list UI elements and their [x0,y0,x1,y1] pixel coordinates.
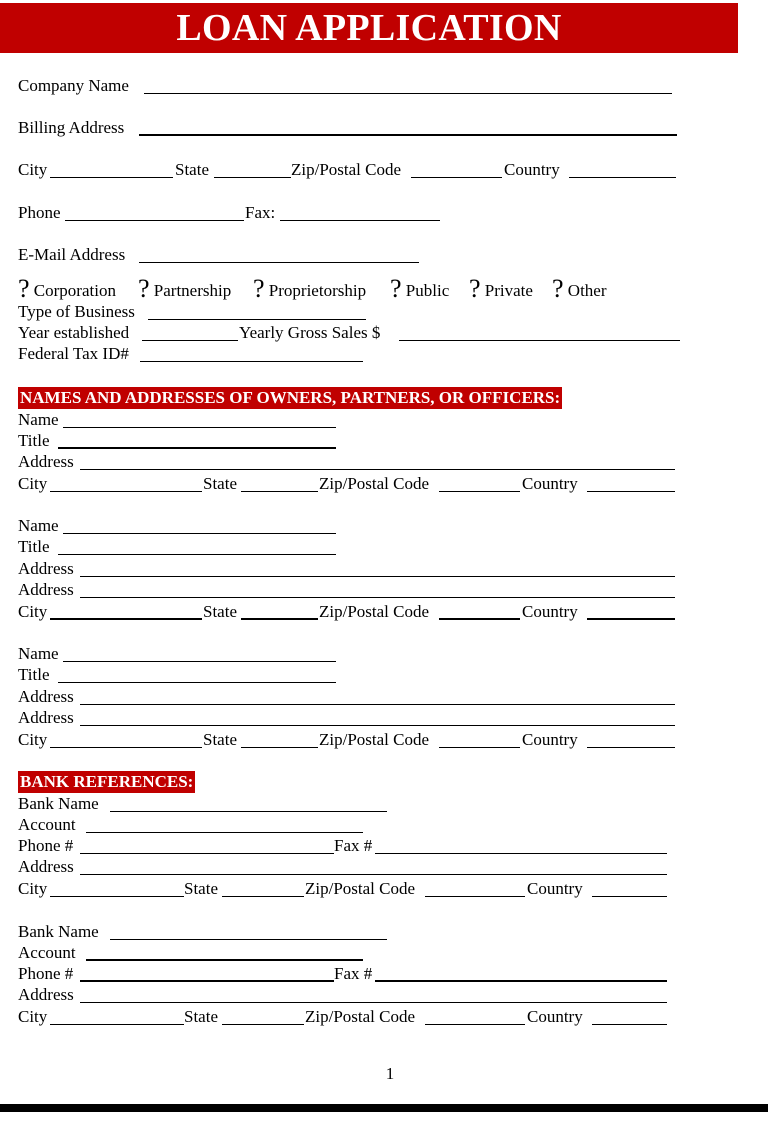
bank-zip-label: Zip/Postal Code [305,879,416,898]
country-field[interactable] [569,177,676,178]
owner-3-name-field[interactable] [63,661,336,662]
owner-2-location-row [18,602,678,622]
option-private-label: Private [484,281,533,300]
state-label: State [175,160,209,179]
bank-1-account-field[interactable] [86,832,363,833]
bank-section-heading: BANK REFERENCES: [20,772,194,791]
bank-2-city-field[interactable] [50,1024,184,1025]
option-corporation-label: Corporation [33,281,116,300]
bank-1-phone-fax-row [18,836,678,856]
option-partnership-label: Partnership [153,281,232,300]
option-corporation[interactable] [18,275,116,304]
option-other-label: Other [567,281,607,300]
page-number: 1 [385,1064,395,1083]
yearly-gross-sales-field[interactable] [399,340,680,341]
bank-state-label: State [184,879,218,898]
phone-label: Phone [18,203,61,222]
option-partnership[interactable] [138,275,231,304]
question-mark-icon: ? [552,274,564,303]
question-mark-icon: ? [138,274,150,303]
company-location-row [18,160,678,180]
owner-3-title-field[interactable] [58,682,336,683]
bank-address-label: Address [18,857,74,876]
company-name-field[interactable] [144,93,672,94]
country-label: Country [504,160,560,179]
bank-1-city-field[interactable] [50,896,184,897]
bottom-rule [0,1104,768,1112]
owner-address-label: Address [18,580,74,599]
owner-3-state-field[interactable] [241,747,318,748]
business-type-options [18,275,678,301]
owner-2-title-field[interactable] [58,554,336,555]
federal-tax-row [18,344,678,364]
owner-title-label: Title [18,431,50,450]
owner-3-zip-field[interactable] [439,747,520,748]
owner-zip-label: Zip/Postal Code [319,730,430,749]
question-mark-icon: ? [18,274,30,303]
owner-3-address-row [18,687,678,707]
bank-state-label: State [184,1007,218,1026]
bank-country-label: Country [527,1007,583,1026]
billing-address-field[interactable] [139,134,677,136]
owner-2-name-field[interactable] [63,533,336,534]
owner-2-title-row [18,537,678,557]
owner-2-address-field[interactable] [80,576,675,577]
bank-fax-label: Fax # [334,964,373,983]
owner-3-location-row [18,730,678,750]
bank-1-name-row [18,794,678,814]
bank-1-name-field[interactable] [110,811,387,812]
bank-2-name-row [18,922,678,942]
city-field[interactable] [50,177,173,178]
owners-section-heading: NAMES AND ADDRESSES OF OWNERS, PARTNERS, OR OFFICERS: [20,388,561,407]
bank-2-account-row [18,943,678,963]
year-established-field[interactable] [142,340,238,341]
owner-1-name-field[interactable] [63,427,336,428]
owner-address-label: Address [18,687,74,706]
owner-1-title-row [18,431,678,451]
yearly-gross-sales-label: Yearly Gross Sales $ [239,323,381,342]
bank-2-name-field[interactable] [110,939,387,940]
owner-2-zip-field[interactable] [439,618,520,620]
bank-address-label: Address [18,985,74,1004]
bank-2-country-field[interactable] [592,1024,667,1025]
owner-city-label: City [18,474,48,493]
option-other[interactable] [552,275,607,304]
owner-1-city-field[interactable] [50,491,202,492]
option-public[interactable] [390,275,449,304]
owner-1-country-field[interactable] [587,491,675,492]
billing-address-row [18,118,678,138]
year-sales-row [18,323,688,343]
federal-tax-id-label: Federal Tax ID# [18,344,129,363]
owner-1-address-row [18,452,678,472]
phone-field[interactable] [65,220,244,221]
owner-country-label: Country [522,730,578,749]
owner-2-country-field[interactable] [587,618,675,620]
owner-2-city-field[interactable] [50,618,202,620]
bank-2-state-field[interactable] [222,1024,304,1025]
bank-1-zip-field[interactable] [425,896,525,897]
bank-name-label: Bank Name [18,794,99,813]
option-proprietorship-label: Proprietorship [268,281,367,300]
bank-city-label: City [18,1007,48,1026]
owner-state-label: State [203,602,237,621]
type-of-business-label: Type of Business [18,302,135,321]
owner-address-label: Address [18,559,74,578]
bank-2-fax-field[interactable] [375,980,667,982]
question-mark-icon: ? [390,274,402,303]
state-field[interactable] [214,177,291,178]
owner-2-address2-field[interactable] [80,597,675,598]
owner-3-address2-field[interactable] [80,725,675,726]
owner-1-name-row [18,410,678,430]
owner-city-label: City [18,730,48,749]
email-row [18,245,678,265]
bank-1-state-field[interactable] [222,896,304,897]
bank-1-country-field[interactable] [592,896,667,897]
bank-1-address-row [18,857,678,877]
bank-account-label: Account [18,943,76,962]
bank-2-address-field[interactable] [80,1002,667,1003]
owner-city-label: City [18,602,48,621]
owner-3-name-row [18,644,678,664]
email-label: E-Mail Address [18,245,126,264]
owner-state-label: State [203,730,237,749]
federal-tax-id-field[interactable] [140,361,363,362]
owner-3-country-field[interactable] [587,747,675,748]
owner-1-address-field[interactable] [80,469,675,470]
owner-3-address2-row [18,708,678,728]
bank-fax-label: Fax # [334,836,373,855]
bank-2-account-field[interactable] [86,959,363,961]
owner-1-zip-field[interactable] [439,491,520,492]
owner-state-label: State [203,474,237,493]
year-established-label: Year established [18,323,130,342]
bank-1-account-row [18,815,678,835]
bank-phone-label: Phone # [18,964,74,983]
type-of-business-field[interactable] [148,319,366,320]
owner-country-label: Country [522,474,578,493]
owner-zip-label: Zip/Postal Code [319,602,430,621]
bank-account-label: Account [18,815,76,834]
bank-1-fax-field[interactable] [375,853,667,854]
bank-phone-label: Phone # [18,836,74,855]
city-label: City [18,160,48,179]
page-title: LOAN APPLICATION [0,3,738,53]
option-public-label: Public [405,281,450,300]
option-proprietorship[interactable] [253,275,366,304]
company-name-row [18,76,678,96]
zip-field[interactable] [411,177,502,178]
owner-3-address-field[interactable] [80,704,675,705]
owner-address-label: Address [18,708,74,727]
email-field[interactable] [139,262,419,263]
owner-title-label: Title [18,537,50,556]
owner-1-state-field[interactable] [241,491,318,492]
owner-name-label: Name [18,410,59,429]
bank-2-address-row [18,985,678,1005]
option-private[interactable] [469,275,533,304]
billing-address-label: Billing Address [18,118,125,137]
owner-name-label: Name [18,516,59,535]
bank-1-address-field[interactable] [80,874,667,875]
question-mark-icon: ? [253,274,265,303]
bank-2-phone-field[interactable] [80,980,334,982]
owner-1-location-row [18,474,678,494]
company-name-label: Company Name [18,76,129,95]
bank-city-label: City [18,879,48,898]
owner-country-label: Country [522,602,578,621]
zip-label: Zip/Postal Code [291,160,402,179]
type-of-business-row [18,302,678,322]
owner-name-label: Name [18,644,59,663]
owner-address-label: Address [18,452,74,471]
owner-2-address2-row [18,580,678,600]
phone-fax-row [18,203,678,223]
owner-2-state-field[interactable] [241,618,318,620]
bank-country-label: Country [527,879,583,898]
owner-zip-label: Zip/Postal Code [319,474,430,493]
bank-1-location-row [18,879,678,899]
owner-title-label: Title [18,665,50,684]
owner-3-title-row [18,665,678,685]
question-mark-icon: ? [469,274,481,303]
bank-name-label: Bank Name [18,922,99,941]
owner-3-city-field[interactable] [50,747,202,748]
bank-2-phone-fax-row [18,964,678,984]
fax-field[interactable] [280,220,440,221]
owner-2-address-row [18,559,678,579]
owner-1-title-field[interactable] [58,447,336,449]
bank-1-phone-field[interactable] [80,853,334,854]
bank-zip-label: Zip/Postal Code [305,1007,416,1026]
bank-2-location-row [18,1007,678,1027]
owner-2-name-row [18,516,678,536]
bank-2-zip-field[interactable] [425,1024,525,1025]
fax-label: Fax: [245,203,276,222]
